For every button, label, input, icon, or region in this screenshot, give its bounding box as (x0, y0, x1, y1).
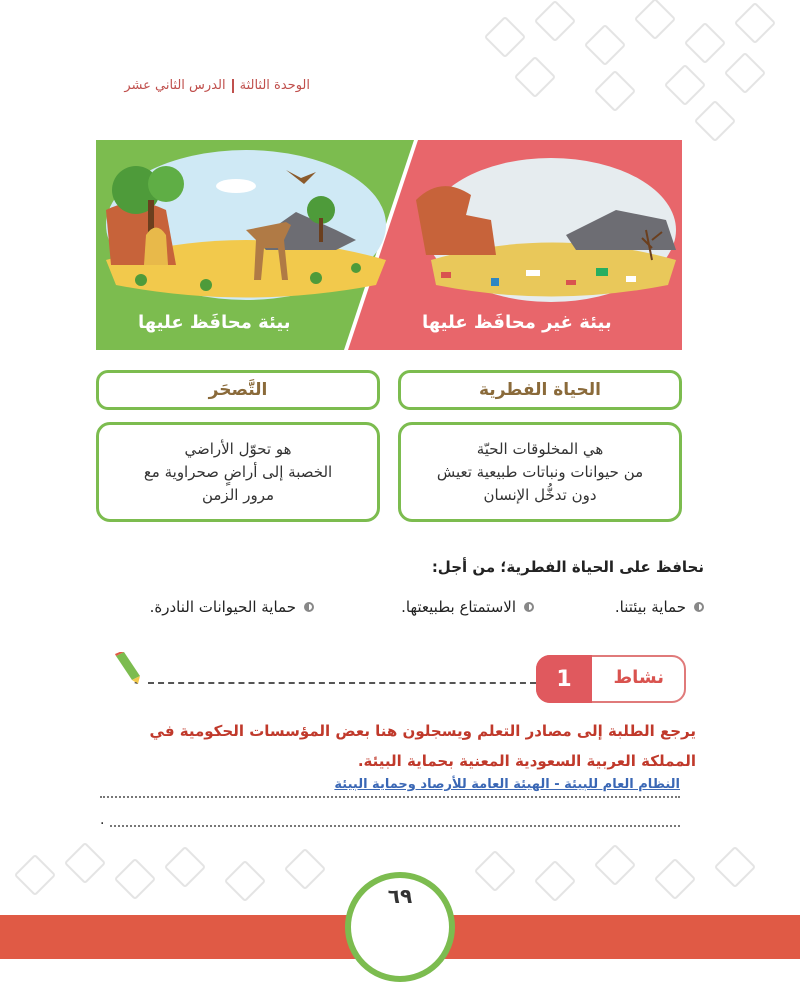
goal-item (150, 598, 314, 616)
answer-line (100, 796, 680, 798)
answer-line (110, 825, 680, 827)
page-header (124, 78, 310, 93)
activity-number: 1 (536, 655, 592, 703)
environment-banner (96, 140, 682, 350)
bullet-icon (524, 602, 534, 612)
wildlife-definition-line: دون تدخُّل الإنسان (483, 485, 597, 504)
desertification-definition-line: هو تحوّل الأراضي (184, 439, 292, 458)
goal-text: حماية بيئتنا. (614, 598, 686, 616)
desertification-card-title: التَّصحَر (96, 370, 380, 410)
bullet-icon (304, 602, 314, 612)
activity-badge (536, 655, 686, 703)
desertification-definition-line: مرور الزمن (201, 485, 275, 504)
unit-title: الوحدة الثالثة (239, 78, 310, 93)
goal-item (615, 598, 704, 616)
activity-instruction: يرجع الطلبة إلى مصادر التعلم ويسجلون هنا بعض المؤسسات الحكومية في (149, 722, 696, 740)
bullet-icon (694, 602, 704, 612)
unprotected-label: بيئة غير محافَظ عليها (422, 312, 612, 333)
header-divider (232, 79, 234, 93)
wildlife-definition-line: من حيوانات ونباتات طبيعية تعيش (436, 462, 644, 481)
goal-text: حماية الحيوانات النادرة. (149, 598, 296, 616)
student-answer[interactable]: النظام العام للبيئة - الهيئة العامة للأرصاد وحماية البيئة (334, 777, 680, 792)
pencil-icon (112, 652, 144, 690)
goal-item (401, 598, 534, 616)
desertification-card-body (96, 422, 380, 522)
page-number: ٦٩ (387, 884, 413, 908)
activity-instruction: المملكة العربية السعودية المعنية بحماية البيئة. (357, 752, 696, 770)
activity-dashed-line (148, 682, 536, 684)
conservation-intro: نحافظ على الحياة الفطرية؛ من أجل: (431, 558, 704, 576)
wildlife-definition-line: هي المخلوقات الحيّة (476, 439, 604, 458)
wildlife-card-body (398, 422, 682, 522)
lesson-title: الدرس الثاني عشر (124, 78, 226, 93)
answer-trailing-dot: . (100, 812, 105, 828)
protected-label: بيئة محافَظ عليها (138, 312, 291, 333)
wildlife-card-title: الحياة الفطرية (398, 370, 682, 410)
activity-label: نشاط (613, 667, 664, 688)
protected-scene (106, 150, 386, 300)
desertification-definition-line: الخصبة إلى أراضٍ صحراوية مع (143, 462, 333, 481)
goal-text: الاستمتاع بطبيعتها. (401, 598, 516, 616)
